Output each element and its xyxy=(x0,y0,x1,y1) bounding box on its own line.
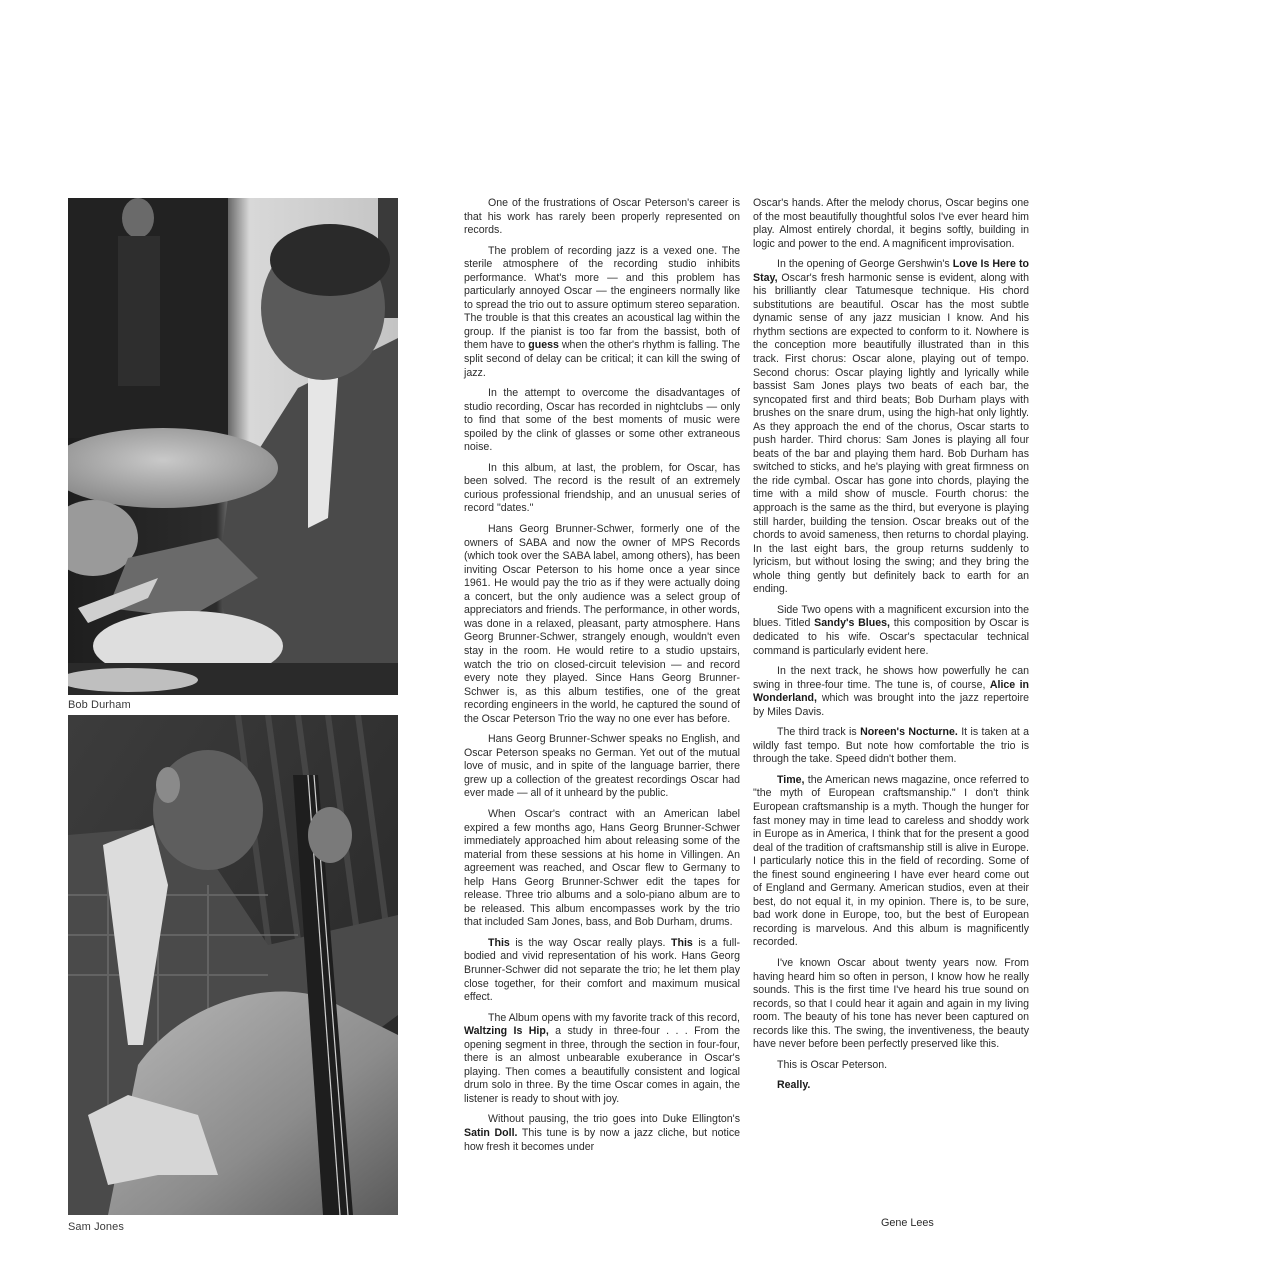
paragraph: When Oscar's contract with an American label expired a few months ago, Hans Georg Brunner-Schwer immediately approached him about releasing some of the material from these sessions at his home in Villingen. An agreement was reached, and Oscar flew to Germany to help Hans Georg Brunner-Schwer edit the tapes for release. Three trio albums and a solo-piano album are to be released. This album encompasses work by the trio that included Sam Jones, bass, and Bob Durham, drums. xyxy=(464,807,740,929)
paragraph: Hans Georg Brunner-Schwer speaks no English, and Oscar Peterson speaks no German. Yet out of the mutual love of music, and in spite of the language barrier, there grew up a collection of the greatest recordings Oscar had ever made — all of it unheard by the public. xyxy=(464,733,740,800)
article-column-right xyxy=(753,197,1029,1100)
emphasized-title: Time, xyxy=(777,773,805,786)
paragraph xyxy=(753,1079,1029,1093)
photo-bob-durham xyxy=(68,198,398,695)
author-signature: Gene Lees xyxy=(881,1217,934,1229)
paragraph: In the attempt to overcome the disadvantages of studio recording, Oscar has recorded in nightclubs — only to find that some of the best moments of music were spoiled by the clink of glasses or some other extraneous noise. xyxy=(464,387,740,454)
paragraph: I've known Oscar about twenty years now. From having heard him so often in person, I know how he really sounds. This is the first time I've heard his true sound on records, so that I could hear it again and again in my living room. The beauty of his tone has never been captured on records like this. The swing, the inventiveness, the beauty have never before been perfectly preserved like this. xyxy=(753,956,1029,1051)
paragraph: Side Two opens with a magnificent excursion into the blues. Titled Sandy's Blues, this composition by Oscar is dedicated to his wife. Oscar's spectacular technical command is particularly evident here. xyxy=(753,603,1029,657)
paragraph: This is the way Oscar really plays. This is a full-bodied and vivid representation of his work. Hans Georg Brunner-Schwer did not separate the trio; he let them play close together, for their comfort and maximum musical effect. xyxy=(464,936,740,1004)
emphasized-title: Love Is Here to Stay, xyxy=(753,258,1029,284)
emphasized-title: Noreen's Nocturne. xyxy=(860,726,958,739)
paragraph: The problem of recording jazz is a vexed one. The sterile atmosphere of the recording studio inhibits performance. What's more — and this problem has particularly annoyed Oscar — the engineers normally like to spread the trio out to assure optimum stereo separation. The trouble is that this creates an acoustical lag within the group. If the pianist is too far from the bassist, both of them have to guess when the other's rhythm is falling. The split second of delay can be critical; it can kill the swing of jazz. xyxy=(464,244,740,379)
caption-sam-jones: Sam Jones xyxy=(68,1221,124,1233)
bassist-photo-illustration xyxy=(68,715,398,1215)
paragraph: Hans Georg Brunner-Schwer, formerly one of the owners of SABA and now the owner of MPS Records (which took over the SABA label, among others), has been inviting Oscar Peterson to his home once a year since 1961. He would pay the trio as if they were actually doing a concert, but the only audience was a select group of appreciators and friends. The performance, in other words, was done in a relaxed, pleasant, party atmosphere. Hans Georg Brunner-Schwer, strangely enough, wouldn't even stay in the room. He would retire to a studio upstairs, watch the trio on closed-circuit television — and record every note they played. Since Hans Georg Brunner-Schwer is, as this album testifies, one of the great recording engineers in the world, he captured the sound of the Oscar Peterson Trio the way no one ever has before. xyxy=(464,523,740,725)
paragraph: In the opening of George Gershwin's Love Is Here to Stay, Oscar's fresh harmonic sense is evident, along with his brilliantly clear Tatumesque technique. His chord substitutions are beautiful. Oscar has the most subtle dynamic sense of any jazz musician I know. And his rhythm sections are expected to conform to it. Nowhere is the conception more beautifully illustrated than in this track. First chorus: Oscar alone, playing out of tempo. Second chorus: Oscar playing lightly and lyrically while bassist Sam Jones plays two beats of each bar, the syncopated first and third beats; Bob Durham plays with brushes on the snare drum, using the high-hat only lightly. As they approach the end of the chorus, Oscar starts to push harder. Third chorus: Sam Jones is playing all four beats of the bar and playing them hard. Bob Durham has switched to sticks, and he's playing with great firmness on the ride cymbal. Oscar has gone into chords, playing the time with a mild show of muscle. Fourth chorus: the approach is the same as the third, but everyone is playing still harder, building the tension. Oscar breaks out of the chords to avoid sameness, then returns to chordal playing. In the last eight bars, the group returns suddenly to lyricism, but without losing the swing; and they bring the whole thing gently but definitely back to earth for an ending. xyxy=(753,258,1029,596)
paragraph: This is Oscar Peterson. xyxy=(777,1058,888,1071)
article-column-left xyxy=(464,197,740,1161)
paragraph: One of the frustrations of Oscar Peterson's career is that his work has rarely been properly represented on records. xyxy=(464,197,740,237)
drummer-photo-illustration xyxy=(68,198,398,695)
paragraph: Time, the American news magazine, once referred to "the myth of European craftsmanship." I don't think European craftsmanship is a myth. Though the hunger for fast money may in time lead to careless and shoddy work in Europe as in America, I think that for the present a good deal of the tradition of craftsmanship still is alive in Europe. I particularly notice this in the field of recording. Some of the finest sound engineering I have ever heard come out of England and Germany. American studios, even at their best, do not equal it, in my opinion. There is, to be sure, bad work done in Europe, too, but the best of European recording is marvelous. And this album is magnificently recorded. xyxy=(753,773,1029,949)
emphasized-title: Sandy's Blues, xyxy=(814,617,890,630)
paragraph: The third track is Noreen's Nocturne. It is taken at a wildly fast tempo. But note how comfortable the trio is through the take. Speed didn't bother them. xyxy=(753,726,1029,766)
emphasized-title: Waltzing Is Hip, xyxy=(464,1025,549,1038)
paragraph: Without pausing, the trio goes into Duke Ellington's Satin Doll. This tune is by now a jazz cliche, but notice how fresh it becomes under xyxy=(464,1113,741,1153)
emphasized-title: Alice in Wonderland, xyxy=(753,678,1029,705)
paragraph: In this album, at last, the problem, for Oscar, has been solved. The record is the result of an extremely curious professional friendship, and an unusual series of record "dates." xyxy=(464,461,740,515)
emphasized-title: This xyxy=(671,936,693,949)
paragraph: The Album opens with my favorite track of this record, Waltzing Is Hip, a study in three-four . . . From the opening segment in three, through the section in four-four, there is an almost unbearable exuberance in Oscar's playing. Then comes a beautifully consistent and logical drum solo in three. By the time Oscar comes in again, the listener is ready to shout with joy. xyxy=(464,1011,740,1105)
caption-bob-durham: Bob Durham xyxy=(68,699,131,711)
paragraph: Oscar's hands. After the melody chorus, Oscar begins one of the most beautifully thoughtful solos I've ever heard him play. Almost entirely chordal, it begins softly, building in logic and power to the end. A magnificent improvisation. xyxy=(753,197,1029,250)
emphasized-title: This xyxy=(488,936,510,949)
emphasized-title: Satin Doll. xyxy=(464,1127,518,1139)
emphasized-title: guess xyxy=(528,339,559,352)
photo-sam-jones xyxy=(68,715,398,1215)
paragraph: In the next track, he shows how powerfully he can swing in three-four time. The tune is, of course, Alice in Wonderland, which was brought into the jazz repertoire by Miles Davis. xyxy=(753,665,1029,718)
emphasized-title: Really. xyxy=(777,1079,811,1092)
